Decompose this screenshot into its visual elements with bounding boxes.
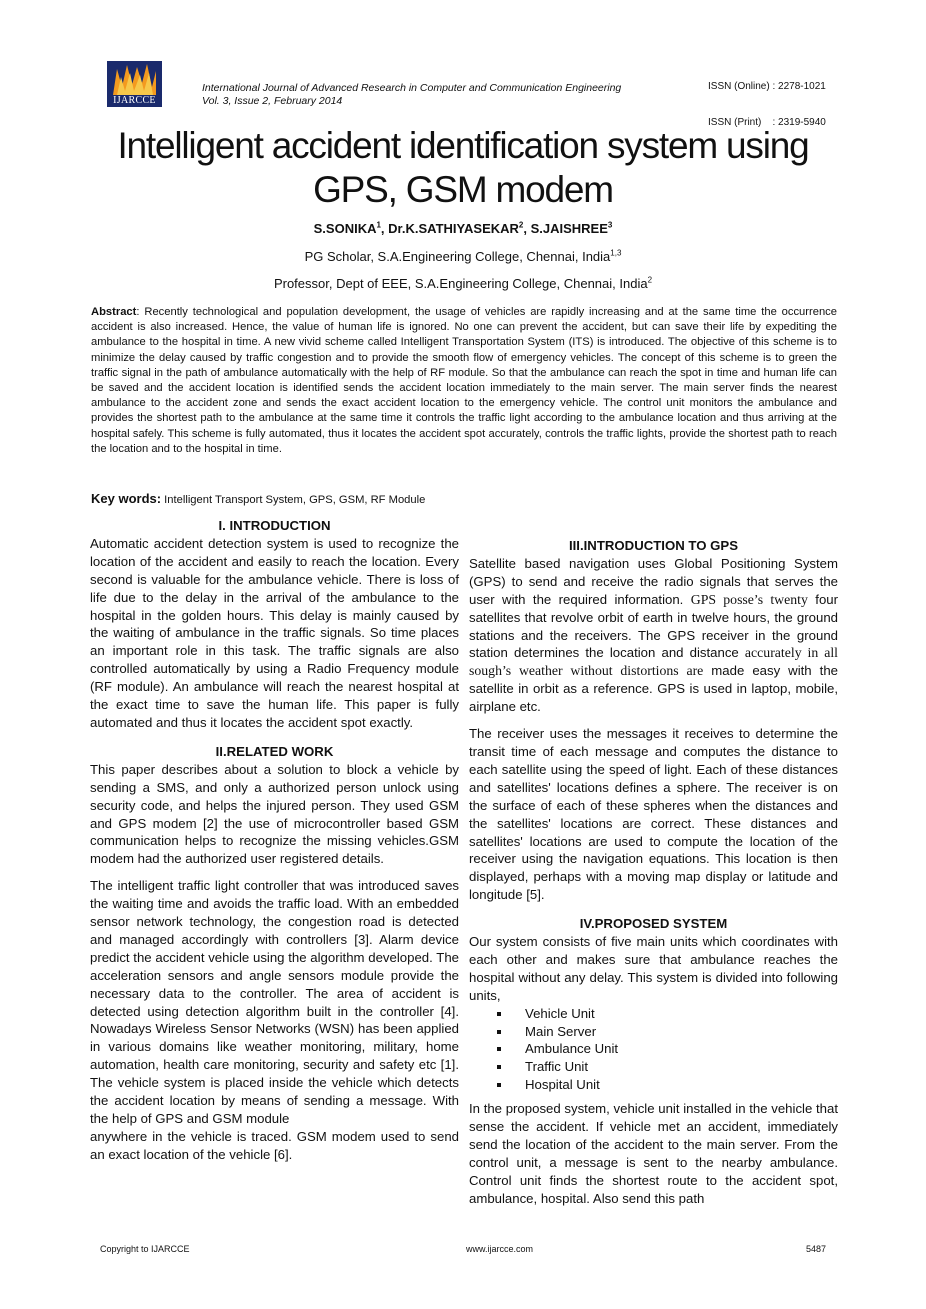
- section-heading-gps: III.INTRODUCTION TO GPS: [568, 538, 738, 553]
- author-sep: ,: [380, 221, 389, 236]
- author-2-sup: 2: [518, 220, 524, 230]
- related-paragraph-2: The intelligent traffic light controller that was introduced saves the waiting time and avoids the traffic load. With an embedded sensor network technology, the congestion road is detected and managed accordingly with controllers [3]. Alarm device predict the accident vehicle using the algorithm developed. The acceleration sensors and angle sensors module provide the necessary data to the controller. The area of accident is detected using detection algorithm built in the controller [4]. Nowadays Wireless Sensor Networks (WSN) has been applied in various domains like weather monitoring, military, home automation, health care monitoring, security and safety etc [1]. The vehicle system is placed inside the vehicle which detects the accident location by means of sending a message. With the help of GPS and GSM module: [90, 878, 459, 1126]
- related-paragraph-2-end: anywhere in the vehicle is traced. GSM modem used to send an exact location of the vehicle [6].: [90, 1128, 459, 1162]
- abstract-text: : Recently technological and population development, the usage of vehicles are rapidly increasing and at the same time the occurrence accident is also increased. Hence, the value of human life is ignored. No one can prevent the accident, but can save their life by expediting the ambulance to the hospital in time. A new vivid scheme called Intelligent Transportation System (ITS) is introduced. The objective of this scheme is to minimize the delay caused by traffic congestion and to provide the smooth flow of emergency vehicles. The concept of this scheme is to green the traffic signal in the path of ambulance automatically with the help of RF module. So that the ambulance can reach the spot in time and human life can be saved and the accident location is identified sends the accident location immediately to the main server. The main server finds the nearest ambulance to the accident zone and sends the exact accident location to the emergency vehicle. The control unit monitors the ambulance and provides the shortest path to the ambulance at the same time it controls the traffic light according to the ambulance location and thus arriving at the hospital safely. This scheme is fully automated, thus it locates the accident spot accurately, controls the traffic lights, provide the shortest path to reach the location and to the hospital in time.: [91, 306, 837, 455]
- author-sep: ,: [523, 221, 531, 236]
- affiliation-1-sup: 1,3: [610, 248, 622, 258]
- list-item: Vehicle Unit: [497, 1005, 838, 1023]
- author-list: [0, 221, 926, 236]
- gps-p1-part-b: GPS posse’s twenty: [690, 591, 808, 607]
- right-column: [469, 537, 838, 1208]
- author-3: S.JAISHREE: [530, 221, 608, 236]
- journal-logo: [107, 61, 162, 107]
- affiliation-1-text: PG Scholar, S.A.Engineering College, Chennai, India: [304, 249, 611, 264]
- logo-text: IJARCCE: [113, 95, 156, 106]
- proposed-paragraph-1: Our system consists of five main units which coordinates with each other and makes sure that ambulance reaches the hospital without any delay. This system is divided into following units,: [469, 934, 838, 1003]
- author-3-sup: 3: [607, 220, 613, 230]
- keywords-text: Intelligent Transport System, GPS, GSM, RF Module: [161, 494, 426, 506]
- gps-p1-part-e: made easy with the satellite in orbit as a reference. GPS is used in laptop, mobile, airplane etc.: [469, 663, 838, 715]
- list-item: Traffic Unit: [497, 1058, 838, 1076]
- keywords-label: Key words:: [91, 491, 162, 506]
- gps-p1-part-d: accurately in all sough’s weather without distortions are: [469, 645, 838, 679]
- unit-list: [469, 1005, 838, 1095]
- section-heading-related-work: II.RELATED WORK: [215, 743, 334, 759]
- author-1-sup: 1: [376, 220, 381, 230]
- gps-p1-part-a: Satellite based navigation uses Global Positioning System (GPS) to send and receive the radio signals that serves the user with the required information.: [469, 555, 838, 607]
- paper-title-line2: GPS, GSM modem: [313, 169, 613, 210]
- gps-paragraph-1: [469, 555, 838, 716]
- affiliation-2-sup: 2: [647, 275, 653, 285]
- keywords: [91, 491, 425, 506]
- footer-copyright: Copyright to IJARCCE: [100, 1244, 190, 1254]
- issn-print: ISSN (Print) : 2319-5940: [708, 117, 826, 128]
- paper-title: [60, 124, 866, 212]
- author-1: S.SONIKA: [313, 221, 377, 236]
- paper-title-line1: Intelligent accident identification system using: [117, 125, 809, 166]
- footer-website: www.ijarcce.com: [466, 1244, 534, 1254]
- section-heading-proposed-system: IV.PROPOSED SYSTEM: [579, 916, 728, 932]
- list-item: Main Server: [497, 1023, 838, 1041]
- section-heading-introduction: I. INTRODUCTION: [218, 518, 331, 533]
- gps-p1-part-c: four satellites that revolve orbit of earth in twelve hours, the ground stations and the receivers. The GPS receiver in the ground station determines the location and distance: [469, 591, 839, 661]
- gps-paragraph-2: The receiver uses the messages it receives to determine the transit time of each message and computes the distance to each satellite using the speed of light. Each of these distances and satellites' locations defines a sphere. The receiver is on the surface of each of these spheres when the distances and the satellites' locations are correct. These distances and satellites' locations are used to compute the location of the receiver using the navigation equations. This location is then displayed, perhaps with a moving map display or latitude and longitude [5].: [469, 726, 838, 903]
- proposed-paragraph-2: In the proposed system, vehicle unit installed in the vehicle that sense the accident. If vehicle met an accident, immediately send the location of the accident to the main server. From the control unit, a message is sent to the nearby ambulance. Control unit finds the shortest route to the accident spot, ambulance, hospital. Also send this path: [469, 1101, 838, 1206]
- abstract-label: Abstract: [91, 306, 137, 318]
- issn-online: ISSN (Online) : 2278-1021: [708, 81, 826, 92]
- list-item: Ambulance Unit: [497, 1040, 838, 1058]
- list-item: Hospital Unit: [497, 1076, 838, 1094]
- journal-info: [202, 82, 621, 108]
- author-2: Dr.K.SATHIYASEKAR: [388, 221, 519, 236]
- footer-page-number: 5487: [806, 1244, 827, 1254]
- affiliation-2: [0, 276, 926, 291]
- left-column: [90, 517, 459, 1164]
- intro-paragraph: Automatic accident detection system is used to recognize the location of the accident and easily to reach the location. Every second is valuable for the ambulance vehicle. There is loss of life due to the delay in the arrival of the ambulance to the hospital in the golden hours. This delay is mainly caused by the waiting of ambulance in the traffic signals. So time places an important role in this task. The traffic signals are also controlled automatically by using a Radio Frequency module (RF module). An ambulance will reach the nearest hospital at the exact time to save the human life. This paper is fully automated and thus it locates the accident spot exactly.: [90, 535, 459, 730]
- affiliation-2-text: Professor, Dept of EEE, S.A.Engineering College, Chennai, India: [273, 276, 648, 291]
- affiliation-1: [0, 249, 926, 264]
- journal-name: International Journal of Advanced Research in Computer and Communication Engineering: [202, 82, 622, 94]
- journal-volume: Vol. 3, Issue 2, February 2014: [202, 95, 343, 107]
- related-paragraph-1: This paper describes about a solution to block a vehicle by sending a SMS, and only a authorized person unlock using security code, and helps the injured person. They used GSM and GPS modem [2] the use of microcontroller based GSM communication helps to recognize the missing vehicles.GSM modem had the authorized user registered details.: [90, 761, 459, 867]
- abstract: [91, 305, 837, 457]
